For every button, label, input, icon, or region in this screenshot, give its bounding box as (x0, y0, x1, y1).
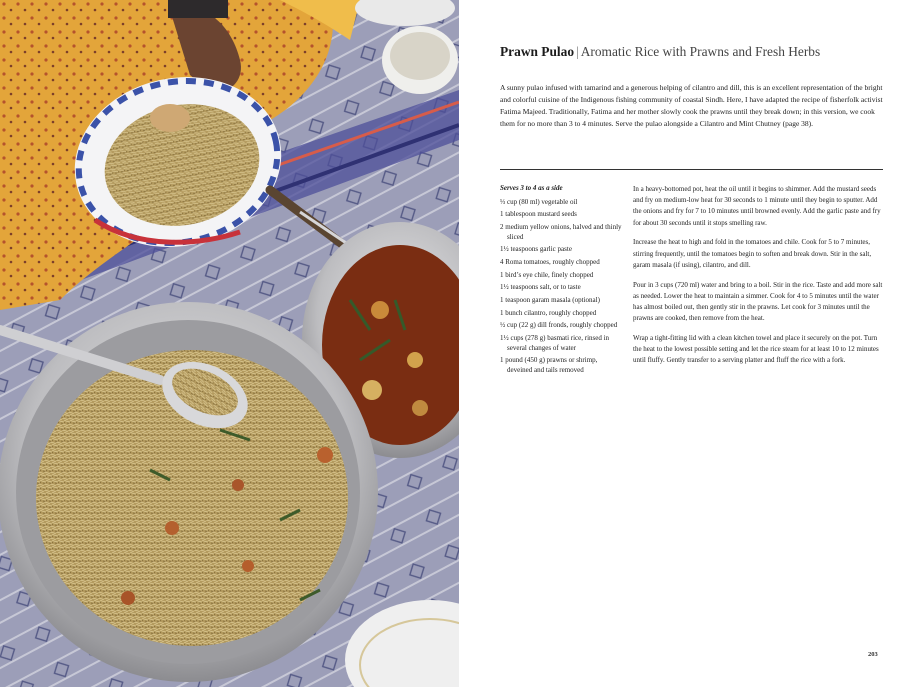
ingredient-item: 1½ teaspoons garlic paste (500, 245, 572, 254)
title-separator: | (576, 44, 579, 59)
ingredient-list (500, 184, 622, 379)
method-step-3: Pour in 3 cups (720 ml) water and bring to a boil. Stir in the rice. Taste and add more salt as needed. Lower the heat to maintain a simmer. Cook for 4 to 5 minutes until the water has almost boiled out, then gently stir in the prawns. Let cook for 3 minutes until the prawns are cooked, then remove from the heat. (633, 280, 883, 323)
ingredient-item: ½ cup (22 g) dill fronds, roughly chopped (500, 321, 618, 330)
ingredient-item: 2 medium yellow onions, halved and thinly sliced (500, 222, 622, 241)
ingredient-item: 1 bird’s eye chile, finely chopped (500, 270, 594, 279)
serving-size: Serves 3 to 4 as a side (500, 184, 563, 192)
section-divider (500, 169, 883, 170)
ingredient-item: 1 pound (450 g) prawns or shrimp, deveined and tails removed (500, 356, 598, 374)
recipe-intro: A sunny pulao infused with tamarind and a generous helping of cilantro and dill, this is an excellent representation of the bright and colorful cuisine of the Indigenous fishing community of coastal Sindh. Here, I have adapted the recipe of fisherfolk activist Fatima Majeed. Traditionally, Fatima and her mother slowly cook the prawns until they break down; in this version, we cook them for no more than 3 to 4 minutes. Serve the pulao alongside a Cilantro and Mint Chutney (page 38). (500, 83, 883, 128)
ingredient-item: 1 tablespoon mustard seeds (500, 210, 577, 219)
dish-subtitle: Aromatic Rice with Prawns and Fresh Herbs (580, 44, 821, 59)
ingredient-item: 1½ teaspoons salt, or to taste (500, 283, 581, 292)
method-step-2: Increase the heat to high and fold in the tomatoes and chile. Cook for 5 to 7 minutes, stirring frequently, until the tomatoes begin to soften and break down. Stir in the salt, garam masala (if using), cilantro, and dill. (633, 238, 872, 269)
ingredient-item: 1 bunch cilantro, roughly chopped (500, 308, 597, 317)
recipe-title (500, 43, 900, 61)
recipe-page (459, 0, 917, 687)
ingredient-item: 1 teaspoon garam masala (optional) (500, 296, 600, 304)
ingredient-item: ⅓ cup (80 ml) vegetable oil (500, 197, 578, 206)
method-steps (633, 184, 885, 375)
ingredient-item: 4 Roma tomatoes, roughly chopped (500, 257, 600, 266)
method-step-1: In a heavy-bottomed pot, heat the oil until it begins to shimmer. Add the mustard seeds and fry on medium-low heat for 30 seconds to 1 minute until they begin to sputter. Add the onions and fry for 7 to 10 minutes until browned evenly. Add the garlic paste and fry for about 30 seconds until it stops smelling raw. (633, 185, 881, 227)
dish-name: Prawn Pulao (500, 44, 575, 59)
method-step-4: Wrap a tight-fitting lid with a clean kitchen towel and place it securely on the pot. Turn the heat to the lowest possible setting and let the rice steam for at least 10 to 12 minutes until fluffy. Gently transfer to a serving platter and fluff the rice with a fork. (633, 334, 879, 365)
page-number: 203 (868, 651, 878, 658)
ingredient-item: 1½ cups (278 g) basmati rice, rinsed in several changes of water (500, 334, 610, 352)
